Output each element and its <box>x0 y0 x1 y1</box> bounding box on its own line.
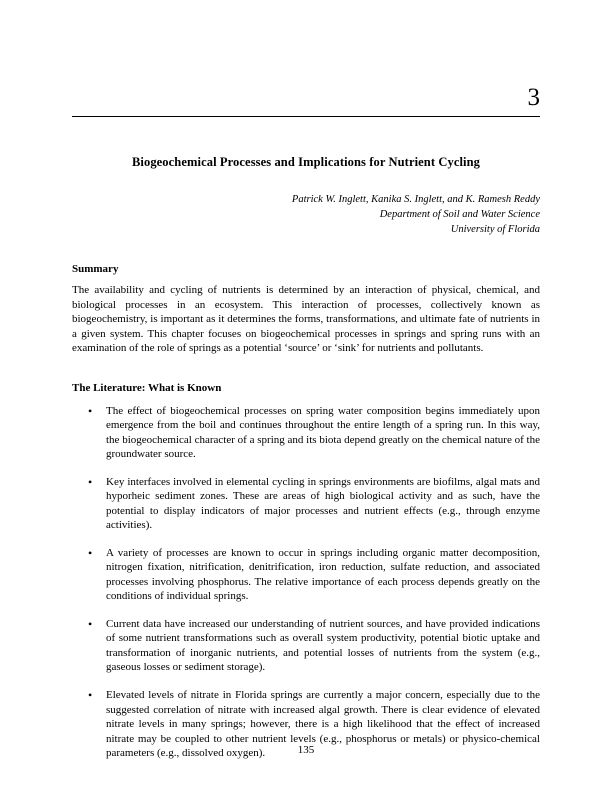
chapter-title: Biogeochemical Processes and Implications for Nutrient Cycling <box>131 154 481 169</box>
author-institution: University of Florida <box>450 223 540 235</box>
list-item: • Current data have increased our understanding of nutrient sources, and have provided indications of some nutrient transformations such as overall system productivity, potential biotic uptake and transformation of inorganic nutrients, and potential losses of nutrients from the system (e.g., gaseous losses or sediment storage). <box>72 617 540 675</box>
section-heading-summary: Summary <box>72 263 119 276</box>
list-item: • Elevated levels of nitrate in Florida springs are currently a major concern, especially due to the suggested correlation of nitrate with increased algal growth. There is clear evidence of elevated nitrate levels in many springs; however, there is a high likelihood that the effect of increased nitrate may be coupled to other nutrient levels (e.g., phosphorus or metals) or physico-chemical parameters (e.g., dissolved oxygen). <box>72 688 540 761</box>
author-block <box>72 192 540 238</box>
literature-bullet-list <box>72 404 540 761</box>
summary-paragraph: The availability and cycling of nutrients is determined by an interaction of physical, chemical, and biological processes in an ecosystem. This interaction of processes, collectively known as biogeochemistry, is important as it determines the forms, transformations, and ultimate fate of nutrients in a given system. This chapter focuses on biogeochemical processes in springs and spring runs with an examination of the role of springs as a potential ‘source’ or ‘sink’ for nutrients and pollutants. <box>72 284 540 355</box>
list-item: • Key interfaces involved in elemental cycling in springs environments are biofilms, algal mats and hyporheic sediment zones. These are areas of high biological activity and as such, have the potential to display indicators of major processes and nutrient effects (e.g., through enzyme activities). <box>72 475 540 533</box>
chapter-number: 3 <box>527 84 540 111</box>
list-item: • The effect of biogeochemical processes on spring water composition begins immediately upon emergence from the boil and continues throughout the entire length of a spring run. In this way, the biogeochemical character of a spring and its biota depend greatly on the chemical nature of the groundwater source. <box>72 404 540 462</box>
list-item: • A variety of processes are known to occur in springs including organic matter decomposition, nitrogen fixation, nitrification, denitrification, iron reduction, sulfate reduction, and associated processes involving phosphorus. The relative importance of each process depends greatly on the conditions of individual springs. <box>72 546 540 604</box>
author-names: Patrick W. Inglett, Kanika S. Inglett, and K. Ramesh Reddy <box>291 193 540 205</box>
author-department: Department of Soil and Water Science <box>379 208 540 220</box>
section-heading-literature: The Literature: What is Known <box>72 381 222 394</box>
header-divider <box>72 116 540 117</box>
page-number: 135 <box>297 744 315 756</box>
